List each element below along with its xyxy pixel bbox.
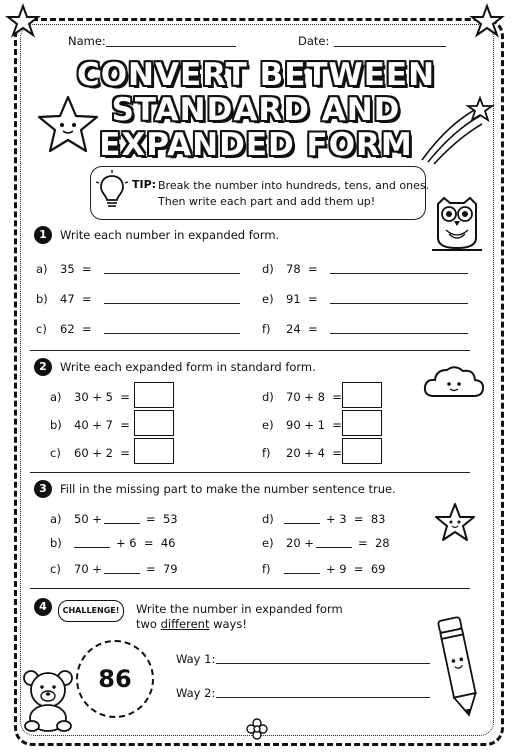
cloud-icon	[422, 362, 486, 402]
s1-a-answer[interactable]	[104, 273, 240, 274]
s2-a-text: 30 + 5 =	[74, 390, 130, 404]
s2-b-text: 40 + 7 =	[74, 418, 130, 432]
s3-f-label: f)	[262, 562, 271, 576]
s3-c-blank[interactable]	[104, 573, 140, 574]
way-1-label: Way 1:	[176, 652, 216, 666]
s2-b-label: b)	[50, 418, 62, 432]
s3-c-post: = 79	[146, 562, 178, 576]
star-icon	[36, 94, 100, 154]
s3-e-label: e)	[262, 536, 274, 550]
tip-line-2: Then write each part and add them up!	[158, 195, 376, 208]
page-title-line-1: CONVERT BETWEEN	[76, 57, 436, 93]
s3-a-post: = 53	[146, 512, 178, 526]
section-2-title: Write each expanded form in standard form.	[60, 360, 316, 374]
s2-f-answer-box[interactable]	[342, 438, 382, 464]
owl-icon	[430, 194, 484, 256]
tip-line-1: Break the number into hundreds, tens, and ones.	[158, 179, 430, 192]
s3-d-post: + 3 = 83	[326, 512, 386, 526]
s3-e-post: = 28	[358, 536, 390, 550]
shooting-star-icon	[418, 94, 496, 164]
star-icon	[434, 502, 476, 542]
way-2-answer[interactable]	[216, 697, 430, 698]
s2-a-answer-box[interactable]	[134, 382, 174, 408]
s3-a-blank[interactable]	[104, 523, 140, 524]
s2-e-label: e)	[262, 418, 274, 432]
s1-b-label: b)	[36, 292, 48, 306]
challenge-badge: CHALLENGE!	[58, 600, 124, 622]
s1-e-label: e)	[262, 292, 274, 306]
s1-f-answer[interactable]	[330, 333, 468, 334]
s2-f-text: 20 + 4 =	[286, 446, 342, 460]
s2-b-answer-box[interactable]	[134, 410, 174, 436]
s1-f-text: 24 =	[286, 322, 318, 336]
date-field[interactable]	[334, 46, 446, 47]
challenge-line-2	[136, 617, 247, 631]
date-label: Date:	[298, 34, 330, 48]
s2-e-answer-box[interactable]	[342, 410, 382, 436]
page-title-line-3: EXPANDED FORM	[99, 127, 413, 163]
s1-a-text: 35 =	[60, 262, 92, 276]
section-3-number: 3	[34, 480, 52, 498]
s1-d-answer[interactable]	[330, 273, 468, 274]
section-1-number: 1	[34, 226, 52, 244]
pencil-icon	[434, 612, 484, 724]
s1-d-text: 78 =	[286, 262, 318, 276]
s2-e-text: 90 + 1 =	[286, 418, 342, 432]
s3-e-pre: 20 +	[286, 536, 314, 550]
s3-f-post: + 9 = 69	[326, 562, 386, 576]
s2-d-answer-box[interactable]	[342, 382, 382, 408]
s1-b-text: 47 =	[60, 292, 92, 306]
corner-star-icon	[470, 4, 504, 38]
s3-c-label: c)	[50, 562, 61, 576]
s3-b-label: b)	[50, 536, 62, 550]
way-1-answer[interactable]	[216, 663, 430, 664]
s2-d-text: 70 + 8 =	[286, 390, 342, 404]
s1-c-answer[interactable]	[104, 333, 240, 334]
s1-a-label: a)	[36, 262, 48, 276]
s1-f-label: f)	[262, 322, 271, 336]
divider	[30, 472, 470, 473]
s3-a-label: a)	[50, 512, 62, 526]
s3-b-post: + 6 = 46	[116, 536, 176, 550]
divider	[30, 350, 470, 351]
challenge-emphasis: different	[160, 617, 210, 631]
s3-d-blank[interactable]	[284, 523, 320, 524]
s2-c-text: 60 + 2 =	[74, 446, 130, 460]
s3-e-blank[interactable]	[316, 547, 352, 548]
way-2-label: Way 2:	[176, 686, 216, 700]
page-title-line-2: STANDARD AND	[111, 92, 401, 128]
lightbulb-icon	[98, 172, 126, 212]
s3-f-blank[interactable]	[284, 573, 320, 574]
s1-c-text: 62 =	[60, 322, 92, 336]
section-3-title: Fill in the missing part to make the number sentence true.	[60, 482, 396, 496]
challenge-line-2-post: ways!	[209, 617, 247, 631]
s2-d-label: d)	[262, 390, 274, 404]
s1-e-answer[interactable]	[330, 303, 468, 304]
corner-star-icon	[6, 4, 40, 38]
divider	[30, 588, 470, 589]
tip-label: TIP:	[132, 178, 157, 191]
s3-b-blank[interactable]	[74, 547, 110, 548]
s1-e-text: 91 =	[286, 292, 318, 306]
s3-d-label: d)	[262, 512, 274, 526]
s3-c-pre: 70 +	[74, 562, 102, 576]
section-2-number: 2	[34, 358, 52, 376]
tip-text	[158, 178, 429, 210]
s1-b-answer[interactable]	[104, 303, 240, 304]
flower-icon	[246, 718, 268, 740]
challenge-number: 86	[76, 640, 154, 718]
s2-c-answer-box[interactable]	[134, 438, 174, 464]
s1-c-label: c)	[36, 322, 47, 336]
teddy-bear-icon	[18, 668, 78, 732]
s3-a-pre: 50 +	[74, 512, 102, 526]
section-4-number: 4	[34, 598, 52, 616]
section-1-title: Write each number in expanded form.	[60, 228, 280, 242]
s2-f-label: f)	[262, 446, 271, 460]
challenge-line-2-pre: two	[136, 617, 161, 631]
name-label: Name:	[68, 34, 106, 48]
name-field[interactable]	[106, 46, 236, 47]
challenge-line-1: Write the number in expanded form	[136, 602, 343, 616]
s1-d-label: d)	[262, 262, 274, 276]
s2-a-label: a)	[50, 390, 62, 404]
s2-c-label: c)	[50, 446, 61, 460]
